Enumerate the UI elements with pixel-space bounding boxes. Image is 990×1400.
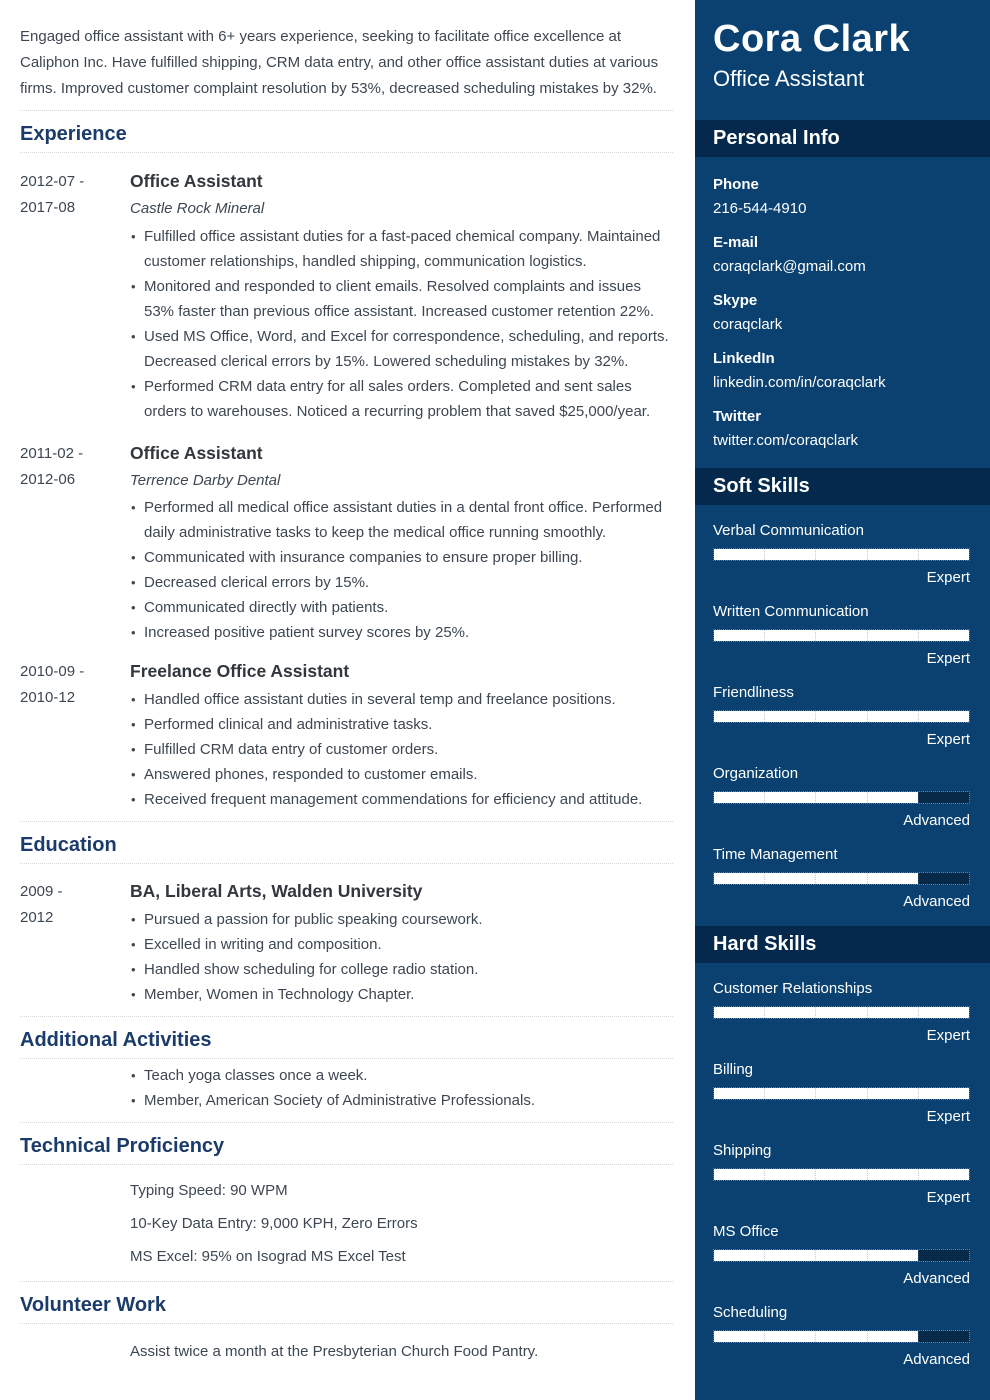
info-label: LinkedIn <box>713 350 775 367</box>
bar-segment-filled <box>867 1250 918 1261</box>
bar-segment-filled <box>867 630 918 641</box>
skill-item <box>713 764 970 831</box>
skill-name: Time Management <box>713 846 838 863</box>
info-value-phone: 216-544-4910 <box>713 200 807 217</box>
identity-block <box>695 0 990 94</box>
job-bullet: • Fulfilled office assistant duties for a fast-paced chemical company. Maintained customer relationships, handled shipping, communication logistics. <box>130 224 673 274</box>
job-date-start: 2011-02 - <box>20 445 84 462</box>
job-date-end: 2010-12 <box>20 689 76 706</box>
person-job-title: Office Assistant <box>713 66 865 91</box>
skill-name: Friendliness <box>713 684 794 701</box>
education-date-start: 2009 - <box>20 883 63 900</box>
skill-name: Organization <box>713 765 799 782</box>
skill-level: Expert <box>926 1189 970 1206</box>
technical-proficiency-line: Typing Speed: 90 WPM <box>130 1182 288 1199</box>
bar-segment-filled <box>867 1169 918 1180</box>
skill-name: Customer Relationships <box>713 980 873 997</box>
education-section-title: Education <box>20 834 117 856</box>
activity-bullet: • Teach yoga classes once a week. <box>130 1063 673 1088</box>
section-divider <box>20 821 673 822</box>
hard-skills-band: Hard Skills <box>695 926 990 963</box>
job-bullet: • Performed all medical office assistant duties in a dental front office. Performed daily administrative tasks to keep the medical office running smoothly. <box>130 495 673 545</box>
skill-rating-bar <box>713 1087 970 1100</box>
job-bullet: • Handled office assistant duties in several temp and freelance positions. <box>130 687 673 712</box>
job-bullet: • Performed CRM data entry for all sales orders. Completed and sent sales orders to warehouses. Noticed a recurring problem that saved $25,000/year. <box>130 374 673 424</box>
job-entry <box>20 169 673 424</box>
education-content <box>130 879 673 1007</box>
activity-bullet: • Member, American Society of Administrative Professionals. <box>130 1088 673 1113</box>
info-label: E-mail <box>713 234 759 251</box>
job-date-end: 2012-06 <box>20 471 76 488</box>
section-divider <box>20 1058 673 1059</box>
info-value-email: coraqclark@gmail.com <box>713 258 866 275</box>
sidebar <box>695 0 990 1400</box>
info-value-skype: coraqclark <box>713 316 783 333</box>
bar-segment-filled <box>867 549 918 560</box>
education-entry <box>20 879 673 1007</box>
skill-level: Expert <box>926 731 970 748</box>
bar-segment-filled <box>867 792 918 803</box>
education-bullet: • Handled show scheduling for college radio station. <box>130 957 673 982</box>
skill-item <box>713 979 970 1046</box>
skill-rating-bar <box>713 872 970 885</box>
skill-rating-bar <box>713 1006 970 1019</box>
skill-rating-bar <box>713 1249 970 1262</box>
skill-item <box>713 521 970 588</box>
education-bullet: • Pursued a passion for public speaking coursework. <box>130 907 673 932</box>
personal-info-band: Personal Info <box>695 120 990 157</box>
section-divider <box>20 1122 673 1123</box>
bar-segment-filled <box>714 1331 764 1342</box>
activities-bullet-list <box>130 1063 673 1113</box>
job-title: Office Assistant <box>130 443 263 463</box>
bar-segment-filled <box>714 1007 764 1018</box>
bar-segment-filled <box>764 792 815 803</box>
bar-segment-filled <box>764 1169 815 1180</box>
job-bullet: • Decreased clerical errors by 15%. <box>130 570 673 595</box>
bar-segment-filled <box>867 711 918 722</box>
bar-segment-filled <box>714 549 764 560</box>
section-divider <box>20 1281 673 1282</box>
bar-segment-empty <box>918 1250 969 1261</box>
skill-item <box>713 1141 970 1208</box>
bar-segment-filled <box>867 873 918 884</box>
bar-segment-filled <box>764 1007 815 1018</box>
skill-level: Advanced <box>903 893 970 910</box>
skill-level: Expert <box>926 1027 970 1044</box>
skill-rating-bar <box>713 710 970 723</box>
skill-rating-bar <box>713 1168 970 1181</box>
job-date-start: 2012-07 - <box>20 173 85 190</box>
technical-proficiency-section-title: Technical Proficiency <box>20 1135 225 1157</box>
bar-segment-filled <box>764 711 815 722</box>
job-date-start: 2010-09 - <box>20 663 85 680</box>
job-title: Freelance Office Assistant <box>130 661 350 681</box>
job-dates <box>20 169 130 424</box>
bar-segment-filled <box>867 1331 918 1342</box>
bar-segment-filled <box>714 1088 764 1099</box>
skill-name: Billing <box>713 1061 754 1078</box>
job-bullet-list <box>130 224 673 424</box>
info-label: Phone <box>713 176 759 193</box>
job-bullet-list <box>130 495 673 645</box>
job-bullet: • Communicated directly with patients. <box>130 595 673 620</box>
bar-segment-filled <box>815 1169 866 1180</box>
bar-segment-empty <box>918 873 969 884</box>
job-entry <box>20 441 673 645</box>
technical-proficiency-line: 10-Key Data Entry: 9,000 KPH, Zero Errors <box>130 1215 418 1232</box>
bar-segment-filled <box>764 630 815 641</box>
skill-level: Expert <box>926 1108 970 1125</box>
bar-segment-filled <box>714 630 764 641</box>
job-bullet: • Used MS Office, Word, and Excel for correspondence, scheduling, and reports. Decreased clerical errors by 15%. Lowered scheduling mistakes by 32%. <box>130 324 673 374</box>
job-bullet: • Increased positive patient survey scores by 25%. <box>130 620 673 645</box>
hard-skills-list <box>695 979 990 1370</box>
bar-segment-empty <box>918 1331 969 1342</box>
bar-segment-empty <box>918 792 969 803</box>
job-bullet: • Performed clinical and administrative tasks. <box>130 712 673 737</box>
experience-section-title: Experience <box>20 123 127 145</box>
info-label: Twitter <box>713 408 762 425</box>
skill-name: MS Office <box>713 1223 779 1240</box>
volunteer-work-line: Assist twice a month at the Presbyterian Church Food Pantry. <box>130 1343 539 1360</box>
job-content <box>130 169 673 424</box>
bar-segment-filled <box>714 1250 764 1261</box>
bar-segment-filled <box>815 792 866 803</box>
skill-item <box>713 683 970 750</box>
education-dates <box>20 879 130 1007</box>
section-divider <box>20 863 673 864</box>
section-divider <box>20 1164 673 1165</box>
bar-segment-filled <box>918 630 969 641</box>
skill-rating-bar <box>713 791 970 804</box>
bar-segment-filled <box>815 1088 866 1099</box>
bar-segment-filled <box>867 1007 918 1018</box>
bar-segment-filled <box>815 1250 866 1261</box>
skill-name: Scheduling <box>713 1304 788 1321</box>
skill-item <box>713 1303 970 1370</box>
person-name: Cora Clark <box>713 18 911 60</box>
bar-segment-filled <box>918 1169 969 1180</box>
technical-proficiency-line: MS Excel: 95% on Isograd MS Excel Test <box>130 1248 406 1265</box>
additional-activities-section-title: Additional Activities <box>20 1029 212 1051</box>
job-bullet: • Answered phones, responded to customer emails. <box>130 762 673 787</box>
skill-item <box>713 845 970 912</box>
job-dates <box>20 659 130 812</box>
job-date-end: 2017-08 <box>20 199 76 216</box>
bar-segment-filled <box>867 1088 918 1099</box>
job-bullet: • Received frequent management commendations for efficiency and attitude. <box>130 787 673 812</box>
bar-segment-filled <box>815 873 866 884</box>
personal-info-item <box>713 232 970 279</box>
section-divider <box>20 1016 673 1017</box>
job-company: Terrence Darby Dental <box>130 472 281 489</box>
soft-skills-band: Soft Skills <box>695 468 990 505</box>
skill-item <box>713 1060 970 1127</box>
job-bullet: • Monitored and responded to client emails. Resolved complaints and issues 53% faster than previous office assistant. Increased customer retention 22%. <box>130 274 673 324</box>
job-bullet: • Communicated with insurance companies to ensure proper billing. <box>130 545 673 570</box>
skill-level: Advanced <box>903 1351 970 1368</box>
bar-segment-filled <box>714 1169 764 1180</box>
soft-skills-list <box>695 521 990 912</box>
info-label: Skype <box>713 292 758 309</box>
bar-segment-filled <box>764 549 815 560</box>
personal-info-item <box>713 406 970 453</box>
education-date-end: 2012 <box>20 909 54 926</box>
skill-item <box>713 602 970 669</box>
job-bullet: • Fulfilled CRM data entry of customer orders. <box>130 737 673 762</box>
job-company: Castle Rock Mineral <box>130 200 265 217</box>
skill-name: Written Communication <box>713 603 869 620</box>
skill-name: Shipping <box>713 1142 772 1159</box>
skill-level: Advanced <box>903 1270 970 1287</box>
bar-segment-filled <box>918 1088 969 1099</box>
education-degree: BA, Liberal Arts, Walden University <box>130 881 423 901</box>
bar-segment-filled <box>815 1331 866 1342</box>
bar-segment-filled <box>815 711 866 722</box>
bar-segment-filled <box>714 873 764 884</box>
bar-segment-filled <box>764 873 815 884</box>
education-bullet: • Excelled in writing and composition. <box>130 932 673 957</box>
bar-segment-filled <box>714 711 764 722</box>
bar-segment-filled <box>815 1007 866 1018</box>
section-divider <box>20 152 673 153</box>
personal-info-item <box>713 348 970 395</box>
skill-level: Advanced <box>903 812 970 829</box>
job-entry <box>20 659 673 812</box>
bar-segment-filled <box>815 549 866 560</box>
job-dates <box>20 441 130 645</box>
personal-info-item <box>713 290 970 337</box>
bar-segment-filled <box>764 1331 815 1342</box>
bar-segment-filled <box>918 549 969 560</box>
job-content <box>130 659 673 812</box>
education-bullet-list <box>130 907 673 1007</box>
education-bullet: • Member, Women in Technology Chapter. <box>130 982 673 1007</box>
bar-segment-filled <box>918 711 969 722</box>
job-bullet-list <box>130 687 673 812</box>
section-divider <box>20 1323 673 1324</box>
volunteer-work-section-title: Volunteer Work <box>20 1294 166 1316</box>
job-content <box>130 441 673 645</box>
skill-rating-bar <box>713 1330 970 1343</box>
personal-info-item <box>713 174 970 221</box>
info-value-twitter: twitter.com/coraqclark <box>713 432 859 449</box>
skill-rating-bar <box>713 548 970 561</box>
skill-item <box>713 1222 970 1289</box>
skill-level: Expert <box>926 650 970 667</box>
job-title: Office Assistant <box>130 171 263 191</box>
bar-segment-filled <box>918 1007 969 1018</box>
skill-rating-bar <box>713 629 970 642</box>
personal-info-list <box>695 174 990 453</box>
bar-segment-filled <box>764 1088 815 1099</box>
bar-segment-filled <box>764 1250 815 1261</box>
section-divider <box>20 110 673 111</box>
summary-text: Engaged office assistant with 6+ years experience, seeking to facilitate office excellence at Caliphon Inc. Have fulfilled shipping, CRM data entry, and other office assistant duties at various firms. Improved customer complaint resolution by 53%, decreased scheduling mistakes by 32%. <box>20 28 659 97</box>
skill-level: Expert <box>926 569 970 586</box>
bar-segment-filled <box>714 792 764 803</box>
bar-segment-filled <box>815 630 866 641</box>
info-value-linkedin: linkedin.com/in/coraqclark <box>713 374 886 391</box>
technical-proficiency-list <box>130 1181 673 1267</box>
skill-name: Verbal Communication <box>713 522 864 539</box>
